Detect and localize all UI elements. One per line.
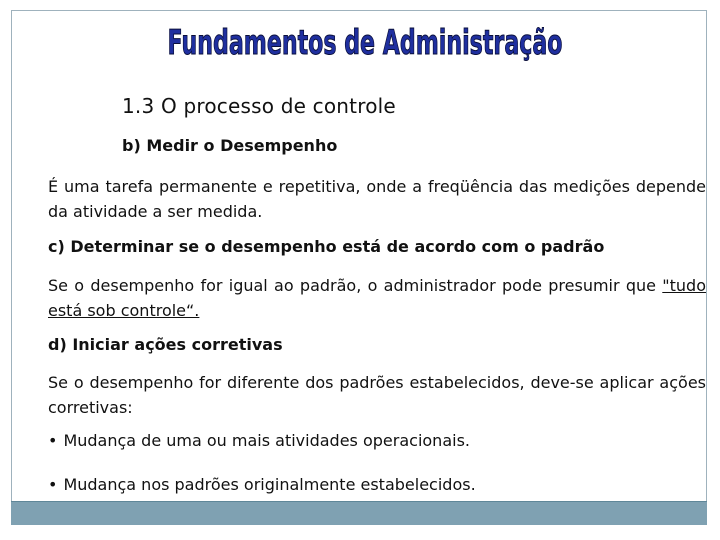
paragraph-c-quote: "tudo está sob controle“. bbox=[48, 276, 706, 320]
bullet-item bbox=[48, 472, 476, 497]
paragraph-c-text: Se o desempenho for igual ao padrão, o administrador pode presumir que bbox=[48, 276, 663, 295]
bullet-text: Mudança de uma ou mais atividades operacionais. bbox=[63, 431, 470, 450]
section-title: 1.3 O processo de controle bbox=[122, 94, 396, 118]
bullet-symbol: • bbox=[48, 431, 58, 450]
paragraph-c bbox=[48, 273, 706, 323]
bullet-text: Mudança nos padrões originalmente estabelecidos. bbox=[63, 475, 476, 494]
bullet-symbol: • bbox=[48, 475, 58, 494]
bullet-item bbox=[48, 428, 470, 453]
main-title bbox=[160, 14, 570, 66]
title-text: Fundamentos de Administração bbox=[167, 23, 563, 63]
paragraph-b: É uma tarefa permanente e repetitiva, onde a freqüência das medições depende da atividade a ser medida. bbox=[48, 177, 706, 221]
title-wordart bbox=[160, 14, 570, 66]
footer-bar bbox=[11, 501, 707, 525]
heading-b: b) Medir o Desempenho bbox=[122, 136, 338, 155]
paragraph-d: Se o desempenho for diferente dos padrões estabelecidos, deve-se aplicar ações corretivas: bbox=[48, 373, 706, 417]
heading-c: c) Determinar se o desempenho está de acordo com o padrão bbox=[48, 237, 605, 256]
heading-d: d) Iniciar ações corretivas bbox=[48, 335, 283, 354]
